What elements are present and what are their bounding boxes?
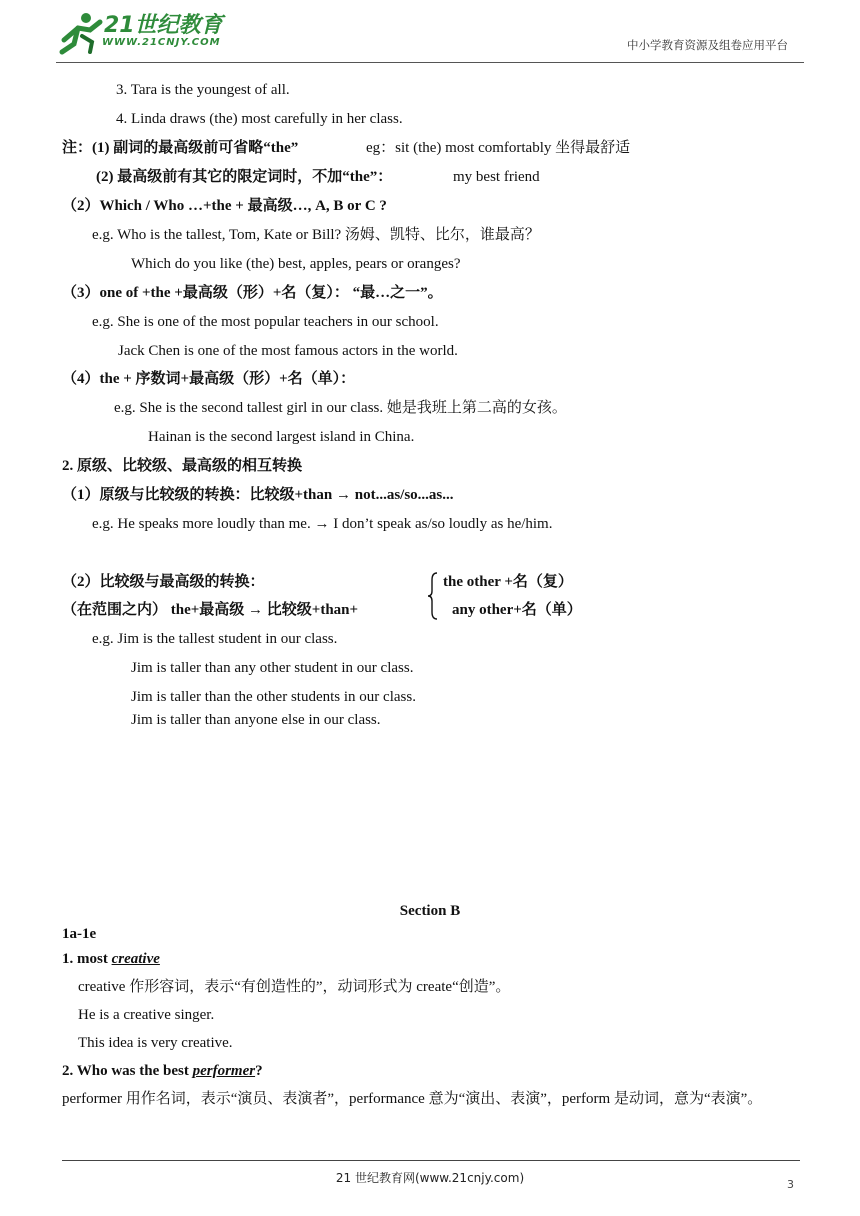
section-heading: 2. 原级、比较级、最高级的相互转换 (62, 458, 303, 474)
text-line: 3. Tara is the youngest of all. (116, 82, 290, 98)
vocab-item (62, 949, 160, 969)
section-title: Section B (399, 903, 461, 919)
paragraph: performer 用作名词，表示“演员、表演者”，performance 意为“演出、表演”，perform 是动词，意为“表演”。 (62, 1091, 763, 1107)
rule-formula: （在范围之内） the+最高级 → 比较级+than+ (62, 602, 359, 618)
text-line: He is a creative singer. (78, 1007, 215, 1023)
rule-heading: （1）原级与比较级的转换：比较级+than → not...as/so...as... (62, 487, 454, 503)
header-platform-text: 中小学教育资源及组卷应用平台 (627, 38, 788, 52)
vocab-prefix: 1. most (62, 951, 112, 967)
note-item: (2) 最高级前有其它的限定词时，不加“the”： (96, 169, 393, 185)
curly-brace-icon (428, 572, 438, 620)
vocab-word: performer (192, 1063, 256, 1079)
text-line: Jack Chen is one of the most famous actors in the world. (118, 343, 458, 359)
footer-divider (62, 1160, 800, 1161)
rule-heading: （2）比较级与最高级的转换： (62, 574, 265, 590)
rule-heading: （3）one of +the +最高级（形）+名（复）： “最…之一”。 (62, 285, 443, 301)
vocab-prefix: 2. Who was the best (62, 1063, 193, 1079)
subsection-label: 1a-1e (62, 926, 97, 942)
vocab-item (62, 1061, 263, 1081)
brace-option: any other+名（单） (452, 602, 582, 618)
text-line: eg：sit (the) most comfortably 坐得最舒适 (366, 140, 631, 156)
text-line: Hainan is the second largest island in China. (148, 429, 415, 445)
brace-option: the other +名（复） (443, 574, 573, 590)
page-number: 3 (787, 1178, 794, 1191)
text-line: This idea is very creative. (78, 1035, 233, 1051)
text-line: my best friend (453, 169, 540, 185)
text-line: creative 作形容词，表示“有创造性的”，动词形式为 create“创造”。 (78, 979, 511, 995)
note-heading: 注：(1) 副词的最高级前可省略“the” (62, 140, 299, 156)
header-divider (56, 62, 804, 63)
logo-text: 21世纪教育 (104, 13, 223, 38)
text-line: Jim is taller than anyone else in our class. (131, 712, 381, 728)
text-line: e.g. Who is the tallest, Tom, Kate or Bill? 汤姆、凯特、比尔，谁最高？ (92, 227, 540, 243)
text-line: e.g. She is the second tallest girl in our class. 她是我班上第二高的女孩。 (114, 400, 567, 416)
text-line: e.g. He speaks more loudly than me. → I don’t speak as/so loudly as he/him. (92, 516, 553, 532)
rule-heading: （4）the + 序数词+最高级（形）+名（单）： (62, 371, 356, 387)
text-line: e.g. She is one of the most popular teachers in our school. (92, 314, 439, 330)
text-line: Which do you like (the) best, apples, pears or oranges? (131, 256, 461, 272)
text-line: 4. Linda draws (the) most carefully in her class. (116, 111, 403, 127)
footer-text: 21 世纪教育网(www.21cnjy.com) (335, 1171, 525, 1185)
text-line: Jim is taller than any other student in our class. (131, 660, 414, 676)
text-line: Jim is taller than the other students in our class. (131, 689, 416, 705)
rule-heading: （2）Which / Who …+the + 最高级…, A, B or C ? (62, 198, 387, 214)
vocab-suffix: ? (255, 1063, 263, 1079)
text-line: e.g. Jim is the tallest student in our class. (92, 631, 338, 647)
logo-url: WWW.21CNJY.COM (102, 37, 221, 48)
vocab-word: creative (111, 951, 160, 967)
